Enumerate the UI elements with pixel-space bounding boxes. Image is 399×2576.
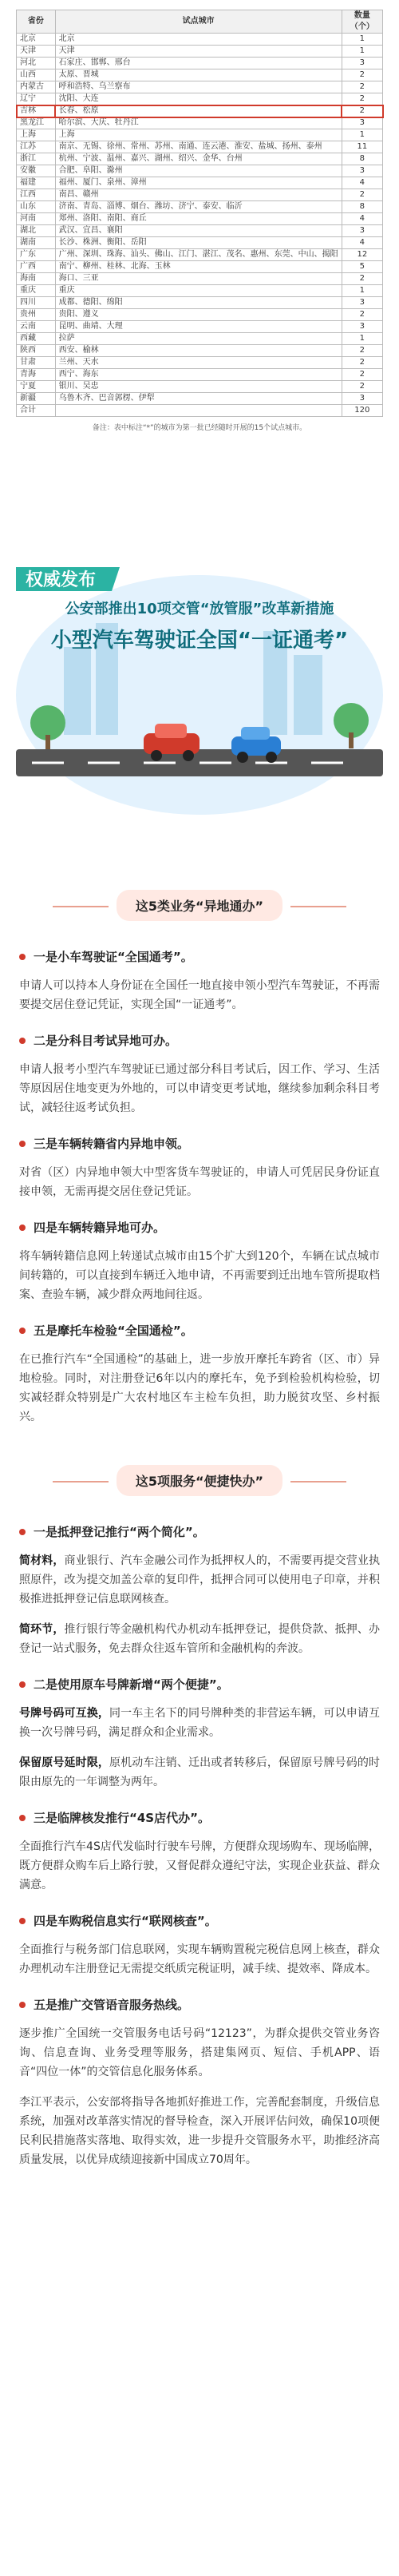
- count-cell: 2: [342, 69, 382, 81]
- cities-cell: 沈阳、大连: [55, 93, 342, 105]
- cities-cell: 西宁、海东: [55, 369, 342, 381]
- item-heading: [19, 1219, 380, 1236]
- table-row: [17, 189, 383, 201]
- item-heading: [19, 948, 380, 965]
- province-cell: 内蒙古: [17, 81, 56, 93]
- province-cell: 新疆: [17, 393, 56, 405]
- item-paragraph: 申请人可以持本人身份证在全国任一地直接申领小型汽车驾驶证，不再需要提交居住登记凭证，实现全国“一证通考”。: [19, 979, 380, 1011]
- province-cell: 上海: [17, 129, 56, 141]
- cities-cell: [55, 405, 342, 417]
- cities-cell: 南京、无锡、徐州、常州、苏州、南通、连云港、淮安、盐城、扬州、泰州: [55, 141, 342, 153]
- table-row: [17, 177, 383, 189]
- table-header-row: [17, 10, 383, 34]
- province-cell: 吉林: [17, 105, 56, 117]
- banner-svg: [0, 511, 399, 871]
- count-cell: 5: [342, 261, 382, 273]
- count-cell: 3: [342, 297, 382, 309]
- province-cell: 合计: [17, 405, 56, 417]
- bullet-dot-icon: [19, 1681, 26, 1688]
- paragraph-lead: 号牌号码可互换，: [19, 1707, 110, 1720]
- cities-cell: 南宁、柳州、桂林、北海、玉林: [55, 261, 342, 273]
- bullet-dot-icon: [19, 1038, 26, 1044]
- item-paragraph: [19, 1704, 380, 1742]
- item-paragraph: [19, 1753, 380, 1792]
- cities-cell: 成都、德阳、绵阳: [55, 297, 342, 309]
- count-cell: 2: [342, 93, 382, 105]
- item-heading-text: 一是小车驾驶证“全国通考”。: [34, 950, 193, 964]
- item-paragraph: [19, 1940, 380, 1979]
- province-cell: 甘肃: [17, 357, 56, 369]
- cities-cell: 重庆: [55, 285, 342, 297]
- province-cell: 福建: [17, 177, 56, 189]
- table-row: [17, 69, 383, 81]
- table-row: [17, 46, 383, 58]
- count-cell: 1: [342, 34, 382, 46]
- item-heading-text: 二是分科目考试异地可办。: [34, 1034, 178, 1048]
- paragraph-text: 逐步推广全国统一交管服务电话号码“12123”，为群众提供交管业务咨询、信息查询、业务受理等服务，搭建集网页、短信、手机APP、语音“四位一体”的交管信息化服务体系。: [19, 2027, 380, 2078]
- count-cell: 2: [342, 81, 382, 93]
- cities-cell: 西安、榆林: [55, 345, 342, 357]
- table-row: [17, 129, 383, 141]
- header-count: 数量（个）: [342, 10, 382, 34]
- pilot-city-table-section: [16, 10, 383, 432]
- article-body: [0, 871, 399, 2181]
- item-heading-text: 四是车辆转籍异地可办。: [34, 1221, 166, 1235]
- cities-cell: 天津: [55, 46, 342, 58]
- count-cell: 4: [342, 177, 382, 189]
- table-body: [17, 34, 383, 417]
- paragraph-text: 李江平表示，公安部将指导各地抓好推进工作，完善配套制度，升级信息系统，加强对改革落实情况的督导检查，深入开展评估问效，确保10项便民利民措施落实落地、取得实效，进一步提升交管服务水平，助推经济高质量发展，以优异成绩迎接新中国成立70周年。: [19, 2096, 380, 2166]
- item-paragraph: 申请人报考小型汽车驾驶证已通过部分科目考试后，因工作、学习、生活等原因居住地变更为外地的，可以申请变更考试地，继续参加剩余科目考试，减轻往返考试负担。: [19, 1063, 380, 1114]
- cities-cell: 福州、厦门、泉州、漳州: [55, 177, 342, 189]
- table-row: [17, 153, 383, 165]
- item-heading: [19, 1322, 380, 1339]
- cities-cell: 贵阳、遵义: [55, 309, 342, 321]
- section1-title-wrap: [0, 871, 399, 931]
- count-cell: 1: [342, 285, 382, 297]
- table-row: [17, 93, 383, 105]
- province-cell: 西藏: [17, 333, 56, 345]
- table-row: [17, 345, 383, 357]
- province-cell: 广东: [17, 249, 56, 261]
- province-cell: 贵州: [17, 309, 56, 321]
- province-cell: 北京: [17, 34, 56, 46]
- province-cell: 海南: [17, 273, 56, 285]
- item-paragraph: 在已推行汽车“全国通检”的基础上，进一步放开摩托车跨省（区、市）异地检验。同时，对注册登记6年以内的摩托车，免予到检验机构检验，切实减轻群众特别是广大农村地区车主检车负担，助力脱贫攻坚、乡村振兴。: [19, 1353, 380, 1423]
- table-row: [17, 369, 383, 381]
- province-cell: 云南: [17, 321, 56, 333]
- section2-content: [0, 1523, 399, 2169]
- province-cell: 陕西: [17, 345, 56, 357]
- table-row: [17, 58, 383, 69]
- province-cell: 辽宁: [17, 93, 56, 105]
- header-cities: 试点城市: [55, 10, 342, 34]
- province-cell: 天津: [17, 46, 56, 58]
- count-cell: 2: [342, 369, 382, 381]
- table-row: [17, 141, 383, 153]
- paragraph-text: 原机动车注销、迁出或者转移后，保留原号牌号码的时限由原先的一年调整为两年。: [19, 1756, 381, 1788]
- table-row: [17, 285, 383, 297]
- cities-cell: 长春、松原: [55, 105, 342, 117]
- cities-cell: 上海: [55, 129, 342, 141]
- table-row: [17, 81, 383, 93]
- item-heading-text: 五是推广交管语音服务热线。: [34, 1998, 190, 2012]
- item-heading: [19, 1135, 380, 1152]
- province-cell: 宁夏: [17, 381, 56, 393]
- cities-cell: 银川、吴忠: [55, 381, 342, 393]
- province-cell: 江西: [17, 189, 56, 201]
- table-row: [17, 333, 383, 345]
- cities-cell: 广州、深圳、珠海、汕头、佛山、江门、湛江、茂名、惠州、东莞、中山、揭阳: [55, 249, 342, 261]
- table-row: [17, 405, 383, 417]
- section1-title: 这5类业务“异地通办”: [117, 890, 282, 921]
- item-paragraph: 将车辆转籍信息网上转递试点城市由15个扩大到120个，车辆在试点城市间转籍的，可以直接到车辆迁入地申请，不再需要到迁出地车管所提取档案、查验车辆，减少群众两地间往返。: [19, 1250, 380, 1301]
- cities-cell: 呼和浩特、乌兰察布: [55, 81, 342, 93]
- province-cell: 山西: [17, 69, 56, 81]
- item-heading: [19, 1523, 380, 1540]
- banner-subtitle: 小型汽车驾驶证全国“一证通考”: [50, 629, 349, 653]
- count-cell: 2: [342, 381, 382, 393]
- count-cell: 3: [342, 117, 382, 129]
- paragraph-text: 全面推行与税务部门信息联网，实现车辆购置税完税信息网上核查，群众办理机动车注册登记无需提交纸质完税证明，减手续、提效率、降成本。: [19, 1943, 380, 1975]
- table-row: [17, 381, 383, 393]
- table-row: [17, 273, 383, 285]
- count-cell: 3: [342, 321, 382, 333]
- count-cell: 2: [342, 309, 382, 321]
- table-row: [17, 297, 383, 309]
- cities-cell: 太原、晋城: [55, 69, 342, 81]
- table-note: 备注：表中标注“*”的城市为第一批已经随时开展的15个试点城市。: [92, 424, 307, 432]
- bullet-dot-icon: [19, 1328, 26, 1334]
- cities-cell: 北京: [55, 34, 342, 46]
- item-heading-text: 三是车辆转籍省内异地申领。: [34, 1137, 190, 1151]
- count-cell: 1: [342, 46, 382, 58]
- paragraph-lead: 保留原号延时限，: [19, 1756, 110, 1769]
- banner-illustration: [0, 511, 399, 871]
- count-cell: 2: [342, 273, 382, 285]
- count-cell: 8: [342, 153, 382, 165]
- province-cell: 广西: [17, 261, 56, 273]
- section2-title: 这5项服务“便捷快办”: [117, 1465, 282, 1496]
- item-heading-text: 一是抵押登记推行“两个简化”。: [34, 1525, 205, 1539]
- count-cell: 4: [342, 237, 382, 249]
- cities-cell: 哈尔滨、大庆、牡丹江: [55, 117, 342, 129]
- count-cell: 2: [342, 189, 382, 201]
- count-cell: 1: [342, 129, 382, 141]
- paragraph-lead: 简环节，: [19, 1623, 65, 1636]
- cities-cell: 海口、三亚: [55, 273, 342, 285]
- province-cell: 黑龙江: [17, 117, 56, 129]
- count-cell: 12: [342, 249, 382, 261]
- item-paragraph: [19, 1551, 380, 1609]
- cities-cell: 杭州、宁波、温州、嘉兴、湖州、绍兴、金华、台州: [55, 153, 342, 165]
- province-cell: 重庆: [17, 285, 56, 297]
- item-paragraph: [19, 1620, 380, 1658]
- table-row: [17, 117, 383, 129]
- cities-cell: 郑州、洛阳、南阳、商丘: [55, 213, 342, 225]
- bullet-dot-icon: [19, 2002, 26, 2008]
- item-paragraph: 对省（区）内异地申领大中型客货车驾驶证的，申请人可凭居民身份证直接申领，无需再提交居住登记凭证。: [19, 1166, 380, 1198]
- bullet-dot-icon: [19, 1224, 26, 1231]
- paragraph-text: 全面推行汽车4S店代发临时行驶车号牌，方便群众现场购车、现场临牌，既方便群众购车后上路行驶，又督促群众遵纪守法，实现企业获益、群众满意。: [19, 1840, 380, 1891]
- paragraph-text: 推行银行等金融机构代办机动车抵押登记，提供贷款、抵押、办登记一站式服务，免去群众往返车管所和金融机构的奔波。: [19, 1623, 381, 1655]
- paragraph-text: 同一车主名下的同号牌种类的非营运车辆，可以申请互换一次号牌号码，满足群众和企业需求。: [19, 1707, 381, 1739]
- table-row: [17, 34, 383, 46]
- count-cell: 8: [342, 201, 382, 213]
- item-paragraph: [19, 1837, 380, 1895]
- item-paragraph: [19, 2093, 380, 2169]
- count-cell: 3: [342, 225, 382, 237]
- province-cell: 浙江: [17, 153, 56, 165]
- count-cell: 2: [342, 345, 382, 357]
- item-heading: [19, 1676, 380, 1693]
- province-cell: 江苏: [17, 141, 56, 153]
- item-paragraph: [19, 2024, 380, 2082]
- item-heading: [19, 1996, 380, 2013]
- table-row: [17, 225, 383, 237]
- count-cell: 3: [342, 393, 382, 405]
- cities-cell: 武汉、宜昌、襄阳: [55, 225, 342, 237]
- table-row: [17, 105, 383, 117]
- header-province: 省份: [17, 10, 56, 34]
- bullet-dot-icon: [19, 1918, 26, 1924]
- count-cell: 11: [342, 141, 382, 153]
- item-heading-text: 三是临牌核发推行“4S店代办”。: [34, 1811, 210, 1825]
- cities-cell: 昆明、曲靖、大理: [55, 321, 342, 333]
- count-cell: 3: [342, 165, 382, 177]
- item-heading: [19, 1809, 380, 1826]
- count-cell: 4: [342, 213, 382, 225]
- province-cell: 河北: [17, 58, 56, 69]
- section1-content: [0, 948, 399, 1427]
- cities-cell: 兰州、天水: [55, 357, 342, 369]
- table-row: [17, 357, 383, 369]
- cities-cell: 拉萨: [55, 333, 342, 345]
- province-cell: 四川: [17, 297, 56, 309]
- table-row: [17, 213, 383, 225]
- count-cell: 1: [342, 333, 382, 345]
- item-heading-text: 四是车购税信息实行“联网核查”。: [34, 1914, 217, 1928]
- item-heading-text: 五是摩托车检验“全国通检”。: [34, 1324, 193, 1338]
- cities-cell: 乌鲁木齐、巴音郭楞、伊犁: [55, 393, 342, 405]
- province-cell: 湖北: [17, 225, 56, 237]
- item-heading-text: 二是使用原车号牌新增“两个便捷”。: [34, 1677, 229, 1692]
- province-cell: 安徽: [17, 165, 56, 177]
- cities-cell: 济南、青岛、淄博、烟台、潍坊、济宁、泰安、临沂: [55, 201, 342, 213]
- province-cell: 山东: [17, 201, 56, 213]
- cities-cell: 南昌、赣州: [55, 189, 342, 201]
- count-cell: 3: [342, 58, 382, 69]
- bullet-dot-icon: [19, 1529, 26, 1535]
- pilot-city-table: [16, 10, 383, 417]
- table-row: [17, 321, 383, 333]
- table-row: [17, 237, 383, 249]
- province-cell: 青海: [17, 369, 56, 381]
- count-cell: 2: [342, 105, 382, 117]
- count-cell: 2: [342, 357, 382, 369]
- table-row: [17, 165, 383, 177]
- table-row: [17, 201, 383, 213]
- banner-headline: 公安部推出10项交管“放管服”改革新措施: [65, 601, 334, 617]
- table-row: [17, 249, 383, 261]
- province-cell: 湖南: [17, 237, 56, 249]
- cities-cell: 合肥、阜阳、滁州: [55, 165, 342, 177]
- cities-cell: 长沙、株洲、衡阳、岳阳: [55, 237, 342, 249]
- table-row: [17, 261, 383, 273]
- bullet-dot-icon: [19, 954, 26, 960]
- bullet-dot-icon: [19, 1141, 26, 1147]
- item-heading: [19, 1032, 380, 1049]
- banner-tag: 权威发布: [26, 570, 97, 590]
- bullet-dot-icon: [19, 1815, 26, 1821]
- count-cell: 120: [342, 405, 382, 417]
- table-row: [17, 309, 383, 321]
- cities-cell: 石家庄、邯郸、邢台: [55, 58, 342, 69]
- section2-title-wrap: [0, 1446, 399, 1506]
- paragraph-lead: 简材料，: [19, 1554, 65, 1567]
- table-row: [17, 393, 383, 405]
- item-heading: [19, 1912, 380, 1929]
- province-cell: 河南: [17, 213, 56, 225]
- paragraph-text: 商业银行、汽车金融公司作为抵押权人的，不需要再提交营业执照原件，改为提交加盖公章的复印件，抵押合同可以使用电子印章，并积极推进抵押登记信息联网核查。: [19, 1554, 381, 1606]
